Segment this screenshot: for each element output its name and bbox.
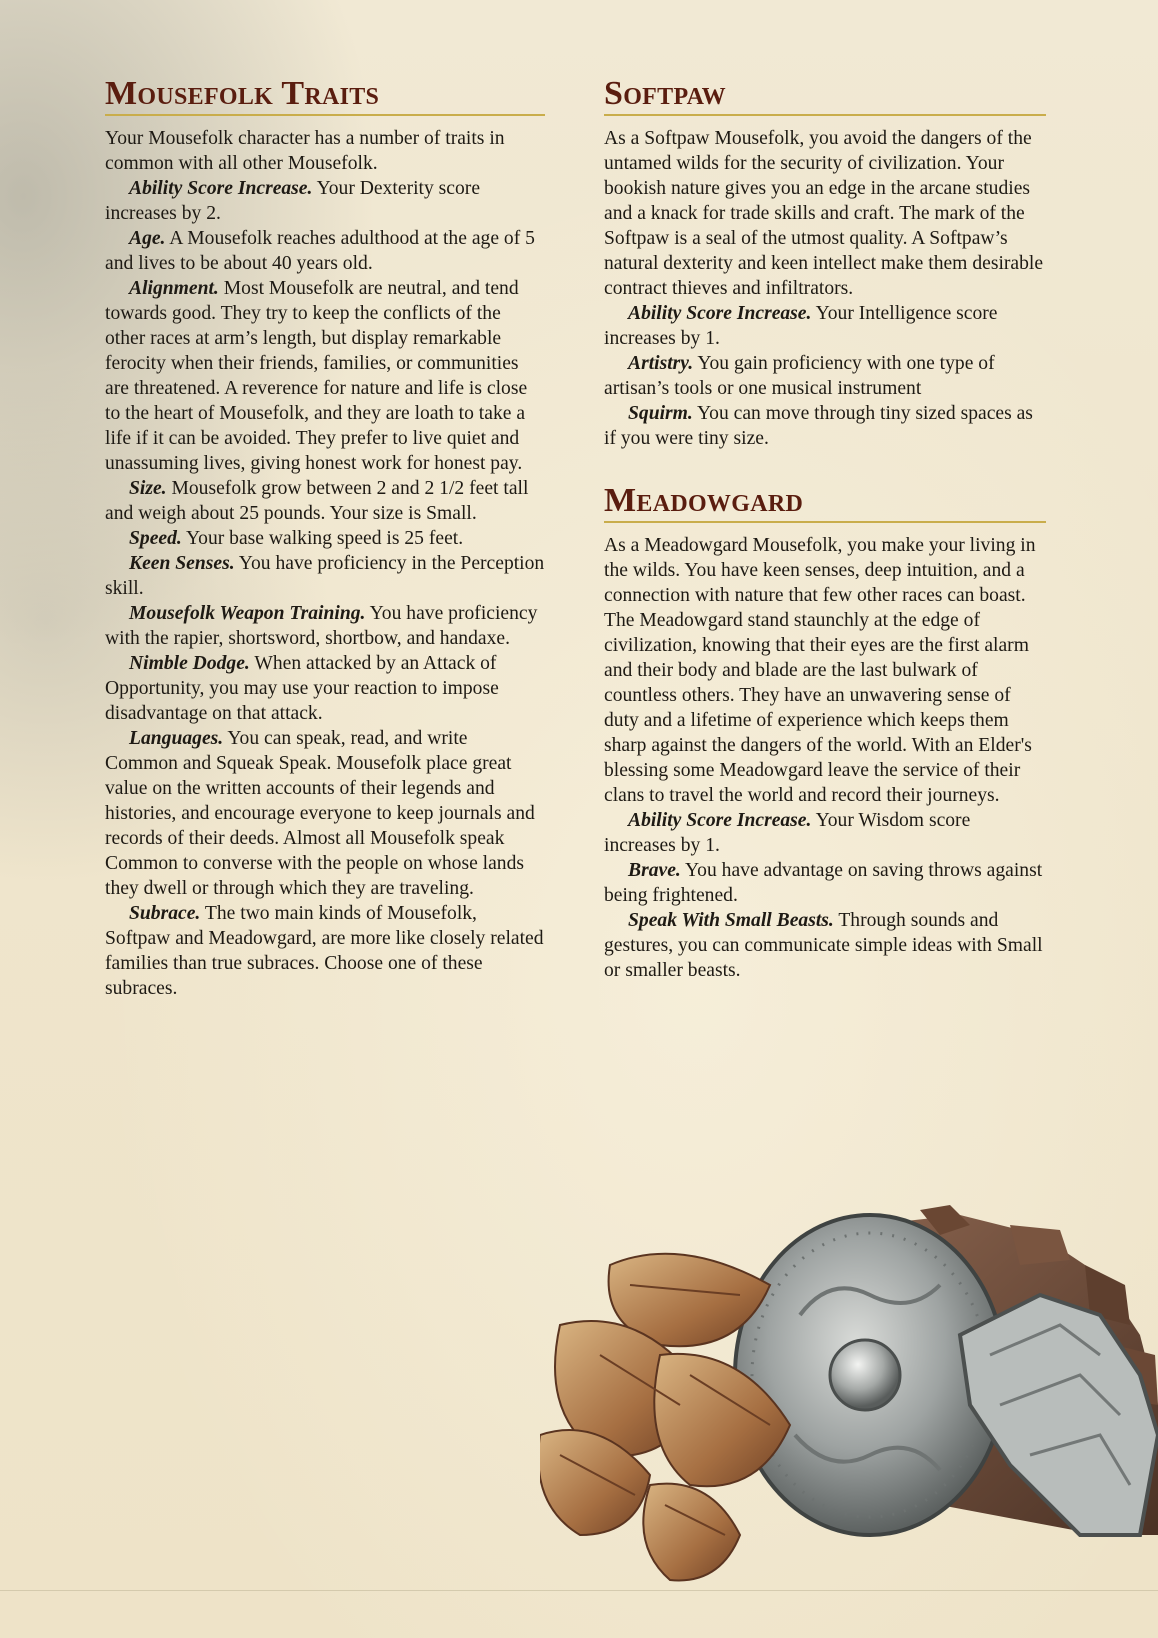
trait-languages — [105, 726, 545, 901]
trait-name: Age. — [129, 228, 166, 249]
trait-text: Through sounds and gestures, you can communicate simple ideas with Small or smaller beasts. — [604, 910, 1043, 981]
trait-name: Speed. — [129, 528, 182, 549]
section-title-mousefolk-traits: Mousefolk Traits — [105, 76, 545, 116]
shield-and-leaves-illustration — [540, 1205, 1158, 1638]
trait-keen-senses — [105, 551, 545, 601]
trait-text: You gain proficiency with one type of artisan’s tools or one musical instrument — [604, 353, 995, 399]
right-column — [604, 76, 1046, 983]
trait-age — [105, 226, 545, 276]
section-title-meadowgard: Meadowgard — [604, 483, 1046, 523]
trait-subrace — [105, 901, 545, 1001]
trait-alignment — [105, 276, 545, 476]
trait-name: Artistry. — [628, 353, 694, 374]
trait-ability-score — [105, 176, 545, 226]
trait-text: The two main kinds of Mousefolk, Softpaw and Meadowgard, are more like closely related families than true subraces. Choose one of these subraces. — [105, 903, 544, 999]
trait-text: Your base walking speed is 25 feet. — [181, 528, 464, 549]
softpaw-trait-ability-score — [604, 301, 1046, 351]
left-column — [105, 76, 545, 1001]
trait-name: Alignment. — [129, 278, 219, 299]
trait-name: Size. — [129, 478, 167, 499]
trait-nimble-dodge — [105, 651, 545, 726]
trait-text: A Mousefolk reaches adulthood at the age of 5 and lives to be about 40 years old. — [105, 228, 535, 274]
trait-name: Ability Score Increase. — [628, 810, 812, 831]
trait-text: You can move through tiny sized spaces as if you were tiny size. — [604, 403, 1033, 449]
trait-text: You have proficiency with the rapier, shortsword, shortbow, and handaxe. — [105, 603, 538, 649]
trait-name: Languages. — [129, 728, 224, 749]
trait-weapon-training — [105, 601, 545, 651]
meadowgard-trait-ability-score — [604, 808, 1046, 858]
trait-text: You can speak, read, and write Common and Squeak Speak. Mousefolk place great value on the written accounts of their legends and histories, and encourage everyone to keep journals and records of their deeds. Almost all Mousefolk speak Common to converse with the people on whose lands they dwell or through which they are traveling. — [105, 728, 535, 899]
trait-name: Ability Score Increase. — [628, 303, 812, 324]
trait-text: Your Wisdom score increases by 1. — [604, 810, 971, 856]
softpaw-intro: As a Softpaw Mousefolk, you avoid the dangers of the untamed wilds for the security of civilization. Your bookish nature gives you an edge in the arcane studies and a knack for trade skills and craft. The mark of the Softpaw is a seal of the utmost quality. A Softpaw’s natural dexterity and keen intellect make them desirable contract thieves and infiltrators. — [604, 128, 1044, 299]
trait-name: Subrace. — [129, 903, 201, 924]
trait-text: Most Mousefolk are neutral, and tend towards good. They try to keep the conflicts of the other races at arm’s length, but display remarkable ferocity when their friends, families, or communities are threatened. A reverence for nature and life is close to the heart of Mousefolk, and they are loath to take a life if it can be avoided. They prefer to live quiet and unassuming lives, giving honest work for honest pay. — [105, 278, 528, 474]
trait-name: Squirm. — [628, 403, 693, 424]
softpaw-trait-squirm — [604, 401, 1046, 451]
trait-text: You have advantage on saving throws against being frightened. — [604, 860, 1043, 906]
trait-name: Brave. — [628, 860, 681, 881]
leaves-icon — [540, 1254, 790, 1581]
trait-text: Mousefolk grow between 2 and 2 1/2 feet tall and weigh about 25 pounds. Your size is Small. — [105, 478, 529, 524]
trait-text: Your Intelligence score increases by 1. — [604, 303, 998, 349]
section-title-softpaw: Softpaw — [604, 76, 1046, 116]
trait-text: Your Dexterity score increases by 2. — [105, 178, 481, 224]
trait-name: Ability Score Increase. — [129, 178, 313, 199]
trait-name: Nimble Dodge. — [129, 653, 250, 674]
trait-size — [105, 476, 545, 526]
trait-text: You have proficiency in the Perception skill. — [105, 553, 545, 599]
footer-divider — [0, 1590, 1158, 1591]
trait-name: Keen Senses. — [129, 553, 235, 574]
trait-text: When attacked by an Attack of Opportunity, you may use your reaction to impose disadvantage on that attack. — [105, 653, 499, 724]
trait-speed — [105, 526, 545, 551]
trait-name: Mousefolk Weapon Training. — [129, 603, 366, 624]
meadowgard-trait-speak-beasts — [604, 908, 1046, 983]
intro-paragraph: Your Mousefolk character has a number of traits in common with all other Mousefolk. — [105, 128, 505, 174]
meadowgard-intro: As a Meadowgard Mousefolk, you make your living in the wilds. You have keen senses, deep intuition, and a connection with nature that few other races can boast. The Meadowgard stand staunchly at the edge of civilization, knowing that their eyes are the first alarm and their body and blade are the last bulwark of countless others. They have an unwavering sense of duty and a lifetime of experience which keeps them sharp against the dangers of the world. With an Elder's blessing some Meadowgard leave the service of their clans to travel the world and record their journeys. — [604, 535, 1036, 806]
meadowgard-trait-brave — [604, 858, 1046, 908]
softpaw-trait-artistry — [604, 351, 1046, 401]
trait-name: Speak With Small Beasts. — [628, 910, 834, 931]
